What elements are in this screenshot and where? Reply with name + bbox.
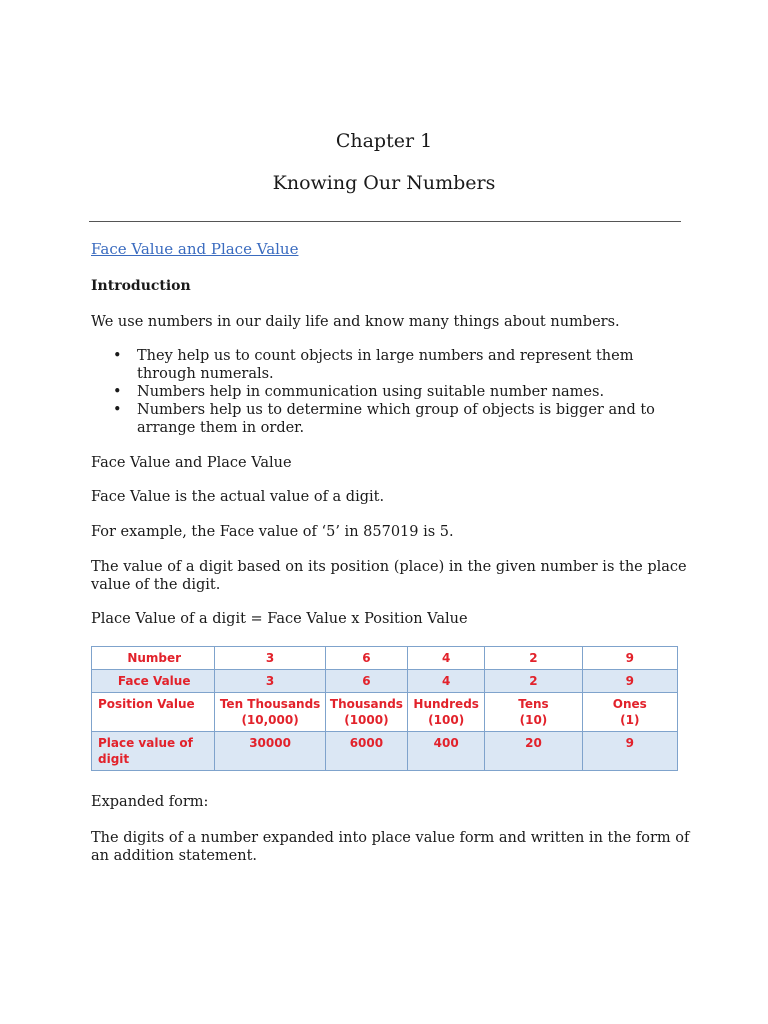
place-value-table (91, 646, 678, 771)
table-cell: 6 (325, 670, 407, 693)
table-row (92, 670, 678, 693)
bullet-list (91, 347, 691, 437)
expanded-form-definition: The digits of a number expanded into place value form and written in the form of an addition statement. (91, 830, 690, 864)
bullet-icon: • (113, 348, 122, 364)
table-cell: 6 (325, 647, 407, 670)
table-cell: Ten Thousands (10,000) (215, 693, 325, 732)
table-row (92, 647, 678, 670)
table-cell: Hundreds (100) (408, 693, 485, 732)
chapter-number: Chapter 1 (335, 130, 433, 152)
introduction-heading: Introduction (91, 278, 191, 294)
expanded-form-heading: Expanded form: (91, 794, 209, 810)
table-cell: 30000 (215, 732, 325, 771)
table-cell: 9 (582, 647, 677, 670)
table-cell: 3 (215, 647, 325, 670)
horizontal-rule (89, 221, 681, 222)
row-label: Position Value (92, 693, 215, 732)
table-cell: Thousands (1000) (325, 693, 407, 732)
table-cell: Tens (10) (485, 693, 582, 732)
chapter-title: Knowing Our Numbers (272, 172, 496, 194)
table-cell: 4 (408, 647, 485, 670)
row-label: Number (92, 647, 215, 670)
section-link-face-place-value[interactable]: Face Value and Place Value (91, 240, 299, 258)
face-value-definition: Face Value is the actual value of a digit. (91, 489, 385, 505)
table-cell: Ones (1) (582, 693, 677, 732)
formula-paragraph: Place Value of a digit = Face Value x Position Value (91, 611, 468, 627)
table-row (92, 693, 678, 732)
intro-paragraph: We use numbers in our daily life and know many things about numbers. (91, 314, 620, 330)
place-value-definition: The value of a digit based on its position (place) in the given number is the place value of the digit. (91, 559, 687, 593)
table-cell: 3 (215, 670, 325, 693)
row-label: Place value of digit (92, 732, 215, 771)
table-cell: 2 (485, 647, 582, 670)
bullet-icon: • (113, 384, 122, 400)
table-cell: 400 (408, 732, 485, 771)
table-cell: 20 (485, 732, 582, 771)
list-item: • They help us to count objects in large numbers and represent them through numerals. (113, 348, 634, 382)
table-cell: 9 (582, 732, 677, 771)
table-row (92, 732, 678, 771)
table-cell: 4 (408, 670, 485, 693)
bullet-icon: • (113, 402, 122, 418)
list-item: • Numbers help us to determine which group of objects is bigger and to arrange them in order. (113, 402, 655, 436)
table-cell: 2 (485, 670, 582, 693)
table-cell: 6000 (325, 732, 407, 771)
list-item: • Numbers help in communication using suitable number names. (113, 384, 605, 400)
table-cell: 9 (582, 670, 677, 693)
face-place-heading: Face Value and Place Value (91, 455, 292, 471)
row-label: Face Value (92, 670, 215, 693)
example-paragraph: For example, the Face value of ‘5’ in 857019 is 5. (91, 524, 454, 540)
